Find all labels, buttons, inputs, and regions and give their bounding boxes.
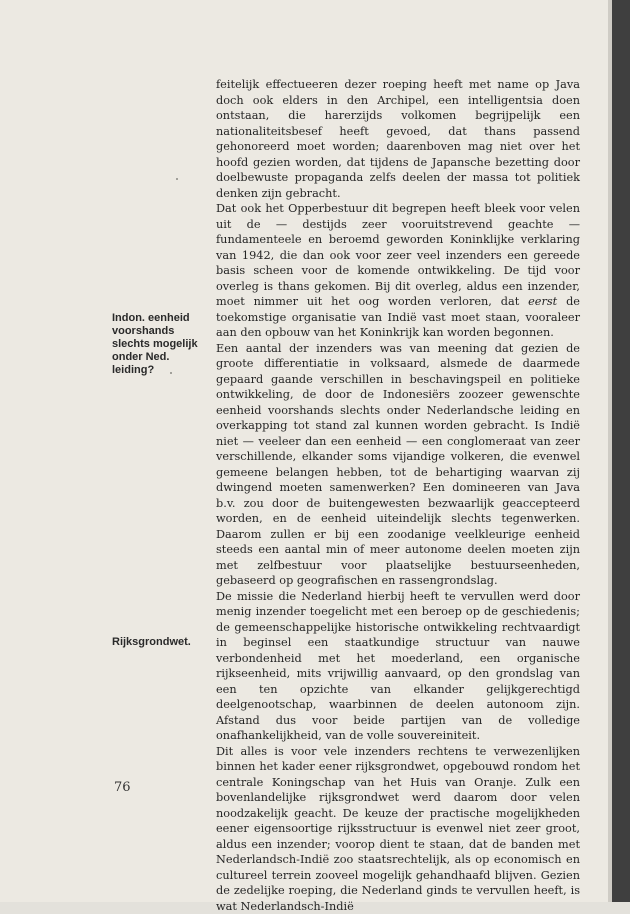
paragraph: Een aantal der inzenders was van meening dat gezien de groote differentiatie in volksaard, alsmede de daarmede gepaard gaande verschillen in beschavingspeil en politieke ontwikkeling, de door de Indonesiërs zoozeer gewenschte eenheid voorshands slechts onder Nederlandsche leiding en overkapping tot stand zal kunnen worden gebracht. Is Indië niet — veeleer dan een eenheid — een conglomeraat van zeer verschillende, elkander soms vijandige volkeren, die evenwel gemeene belangen hebben, tot de behartiging waarvan zij dwingend moeten samenwerken? Een domineeren van Java b.v. zou door de buitengewesten bezwaarlijk geaccepteerd worden, en de eenheid uiteindelijk slechts tegenwerken. Daarom zullen er bij een zoodanige veelkleurige eenheid steeds een aantal min of meer autonome deelen moeten zijn met zelfbestuur voor plaatselijke bestuurseenheden, gebaseerd op geografischen en rassengrondslag. bbox=[216, 341, 580, 589]
paragraph: Dit alles is voor vele inzenders rechtens te verwezenlijken binnen het kader eener rijksgrondwet, opgebouwd rondom het centrale Koningschap van het Huis van Oranje. Zulk een bovenlandelijke rijksgrondwet werd daarom door velen noodzakelijk geacht. De keuze der practische mogelijkheden eener eigensoortige rijksstructuur is evenwel niet zeer groot, aldus een inzender; voorop dient te staan, dat de banden met Nederlandsch-Indië zoo staatsrechtelijk, als op economisch en cultureel terrein zooveel mogelijk gehandhaafd blijven. Gezien de zedelijke roeping, die Nederland ginds te vervullen heeft, is wat Nederlandsch-Indië bbox=[216, 744, 580, 914]
marginal-note-rijksgrondwet: Rijksgrondwet. bbox=[112, 636, 212, 649]
paragraph: Dat ook het Opperbestuur dit begrepen heeft bleek voor velen uit de — destijds zeer vooruitstrevend geachte — fundamenteele en beroemd geworden Koninklijke verklaring van 1942, die dan ook voor zeer veel inzenders een gereede basis scheen voor de komende ontwikkeling. De tijd voor overleg is thans gekomen. Bij dit overleg, aldus een inzender, moet nimmer uit het oog worden verloren, dat eerst de toekomstige organisatie van Indië vast moet staan, vooraleer aan den opbouw van het Koninkrijk kan worden begonnen. bbox=[216, 201, 580, 341]
emphasis-eerst: eerst bbox=[528, 295, 557, 308]
scan-border bbox=[612, 0, 630, 902]
paragraph: De missie die Nederland hierbij heeft te vervullen werd door menig inzender toegelicht met een beroep op de geschiedenis; de gemeenschappelijke historische ontwikkeling rechtvaardigt in beginsel een staatkundige structuur van nauwe verbondenheid met het moederland, een organische rijkseenheid, mits vrijwillig aanvaard, op den grondslag van een ten opzichte van elkander gelijkgerechtigd deelgenootschap, waarbinnen de deelen autonoom zijn. Afstand dus voor beide partijen van de volledige onafhankelijkheid, van de volle souvereiniteit. bbox=[216, 589, 580, 744]
paragraph: feitelijk effectueeren dezer roeping heeft met name op Java doch ook elders in den Archipel, een intelligentsia doen ontstaan, die harerzijds volkomen begrijpelijk een nationaliteitsbesef heeft gevoed, dat thans passend gehonoreerd moet worden; daarenboven mag niet over het hoofd gezien worden, dat tijdens de Japansche bezetting door doelbewuste propaganda zelfs deelen der massa tot politiek denken zijn gebracht. bbox=[216, 77, 580, 201]
page-number: 76 bbox=[114, 780, 131, 795]
scan-speck bbox=[176, 178, 178, 180]
body-text bbox=[216, 77, 580, 914]
marginal-note-indonesian-unity: Indon. eenheid voorshands slechts mogelijk onder Ned. leiding? bbox=[112, 312, 212, 377]
